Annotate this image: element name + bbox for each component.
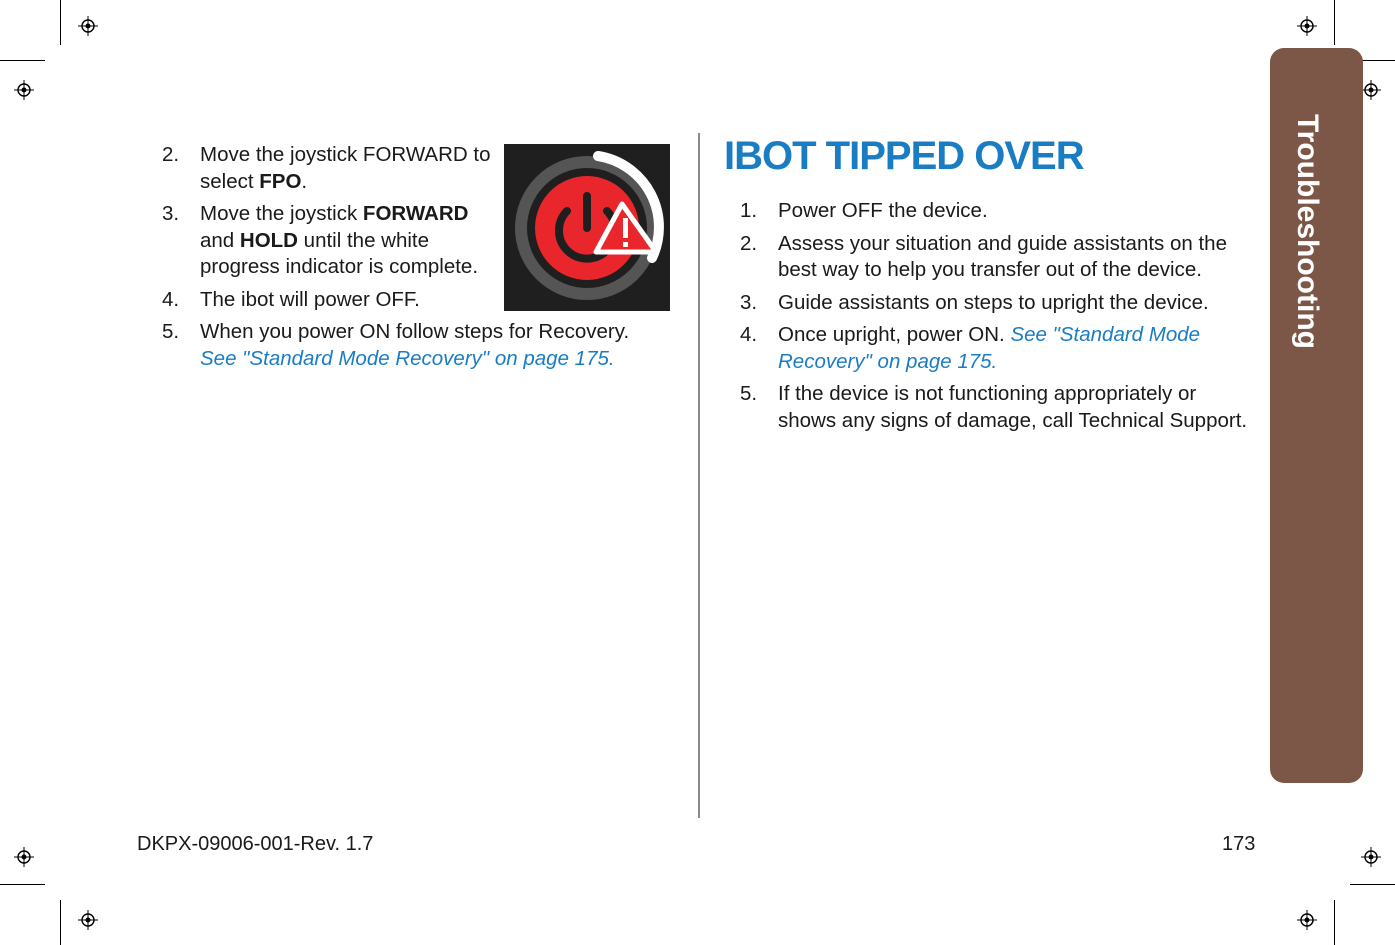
step-bold-text: FORWARD <box>362 202 469 225</box>
step-number: 3. <box>740 290 758 314</box>
list-item <box>160 201 500 281</box>
step-number: 5. <box>162 320 180 343</box>
step-text: until the white progress indicator is complete. <box>200 228 479 278</box>
step-bold-text: HOLD <box>239 228 298 252</box>
document-id: DKPX-09006-001-Rev. 1.7 <box>137 833 374 855</box>
step-number: 2. <box>740 231 758 255</box>
list-item <box>738 322 1248 375</box>
list-item <box>160 142 500 195</box>
list-item <box>738 381 1258 434</box>
crop-mark <box>60 0 61 45</box>
step-text: . <box>301 169 308 193</box>
step-number: 3. <box>162 202 180 225</box>
right-step-list <box>738 198 1258 434</box>
crop-mark <box>0 884 45 885</box>
step-text: If the device is not functioning appropriately or shows any signs of damage, call Technical Support. <box>778 382 1248 432</box>
step-text: and <box>200 228 240 252</box>
registration-mark-icon <box>1297 910 1317 930</box>
step-bold-text: FPO <box>259 169 302 193</box>
crop-mark <box>1334 900 1335 945</box>
list-item <box>160 319 670 372</box>
crop-mark <box>1334 0 1335 45</box>
crop-mark <box>60 900 61 945</box>
cross-reference-link[interactable]: See "Standard Mode Recovery" on page 175. <box>200 346 615 370</box>
right-column <box>738 198 1258 440</box>
registration-mark-icon <box>78 16 98 36</box>
step-text: Guide assistants on steps to upright the device. <box>778 290 1209 314</box>
registration-mark-icon <box>1361 80 1381 100</box>
list-item <box>738 231 1248 284</box>
section-heading: IBOT TIPPED OVER <box>724 134 1084 178</box>
step-text: Assess your situation and guide assistants on the best way to help you transfer out of the device. <box>778 231 1227 281</box>
cross-reference-link[interactable]: See "Standard Mode Recovery" on page 175. <box>778 323 1201 373</box>
crop-mark <box>0 60 45 61</box>
step-text: When you power ON follow steps for Recovery. <box>200 320 630 343</box>
registration-mark-icon <box>14 80 34 100</box>
step-number: 4. <box>740 323 758 346</box>
step-text: The ibot will power OFF. <box>200 287 420 311</box>
registration-mark-icon <box>1361 847 1381 867</box>
list-item <box>738 198 1258 225</box>
power-warning-icon <box>504 144 670 311</box>
step-number: 4. <box>162 287 180 311</box>
list-item <box>738 290 1248 317</box>
step-number: 2. <box>162 143 180 166</box>
page-number: 173 <box>1222 833 1256 855</box>
registration-mark-icon <box>1297 16 1317 36</box>
registration-mark-icon <box>78 910 98 930</box>
step-number: 5. <box>740 382 758 405</box>
crop-mark <box>1350 884 1395 885</box>
step-text: Once upright, power ON. <box>778 323 1011 346</box>
step-text: Power OFF the device. <box>778 199 988 222</box>
registration-mark-icon <box>14 847 34 867</box>
column-divider <box>698 133 700 818</box>
step-number: 1. <box>740 199 758 222</box>
step-text: Move the joystick <box>200 202 363 225</box>
section-tab-label: Troubleshooting <box>1291 114 1324 349</box>
step-text: Move the joystick FORWARD to select <box>200 143 491 193</box>
